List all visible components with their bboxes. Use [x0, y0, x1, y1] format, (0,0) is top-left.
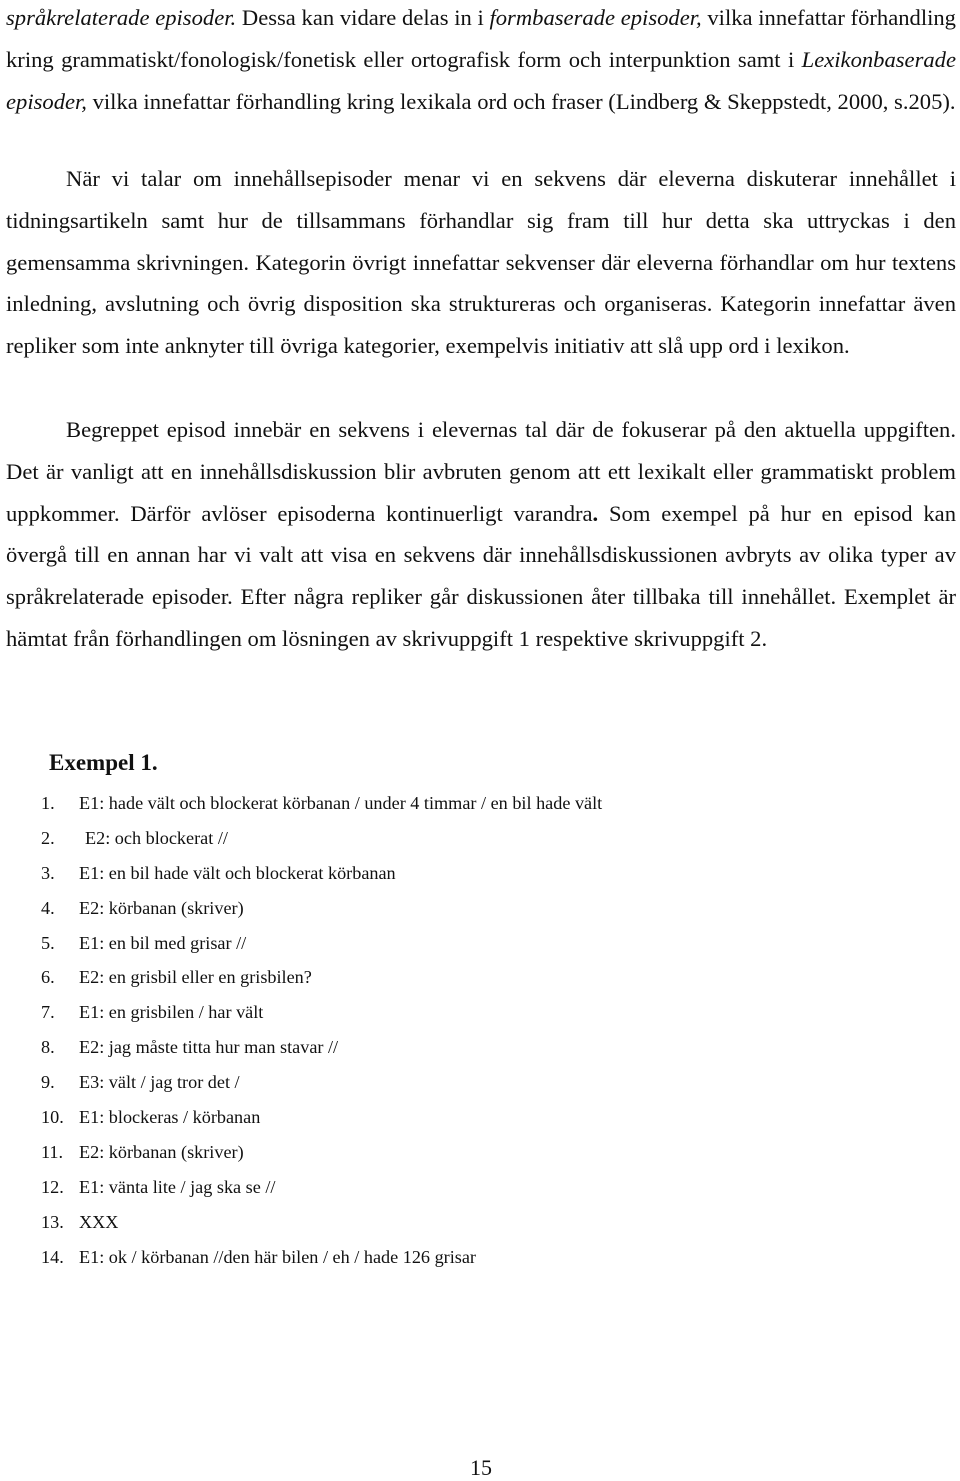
paragraph-content-episodes: När vi talar om innehållsepisoder menar vi en sekvens där eleverna diskuterar innehållet i tidningsartikeln samt hur de tillsammans förhandlar sig fram till hur detta ska uttryckas i den gemensamma skrivningen. Kategorin övrigt innefattar sekvenser där eleverna förhandlar om hur textens inledning, avslutning och övrig disposition ska struktureras och organiseras. Kategorin innefattar även repliker som inte anknyter till övriga kategorier, exempelvis initiativ att slå upp ord i lexikon.	[6, 166, 956, 359]
document-page	[6, 0, 956, 1480]
line-number: 6.	[41, 967, 55, 988]
paragraph-text: vilka innefattar förhandling kring lexikala ord och fraser (Lindberg & Skeppstedt, 2000, s.205).	[86, 88, 956, 114]
line-number: 14.	[41, 1246, 64, 1267]
line-number: 7.	[41, 1002, 55, 1023]
line-number: 10.	[41, 1107, 64, 1128]
line-text: E1: blockeras / körbanan	[79, 1107, 261, 1128]
line-number: 5.	[41, 932, 55, 953]
line-text: E2: en grisbil eller en grisbilen?	[79, 967, 312, 988]
line-number: 2.	[41, 827, 55, 848]
paragraph-text: Begreppet episod innebär en sekvens i elevernas tal där de fokuserar på den aktuella uppgiften. Det är vanligt att en innehållsdiskussion blir avbruten genom att ett lexikalt eller grammatiskt problem uppkommer. Därför avlöser episoderna kontinuerligt varandra	[6, 417, 956, 526]
line-number: 11.	[41, 1141, 64, 1162]
bold-period: .	[592, 500, 599, 526]
line-number: 4.	[41, 897, 55, 918]
line-text: E1: hade vält och blockerat körbanan / under 4 timmar / en bil hade vält	[79, 793, 603, 813]
line-text: E3: vält / jag tror det /	[79, 1072, 240, 1093]
paragraph-text: vilka innefattar förhandling kring grammatiskt/fonologisk/fonetisk eller ortografisk form och interpunktion samt i	[6, 5, 956, 72]
line-text: E2: körbanan (skriver)	[79, 897, 244, 918]
paragraph-text: Dessa kan vidare delas in i	[236, 5, 490, 30]
paragraph-episode-concept	[6, 409, 956, 660]
line-number: 8.	[41, 1037, 55, 1058]
italic-term-formbaserade: formbaserade episoder,	[489, 5, 702, 30]
italic-term-sprakrelaterade: språkrelaterade episoder.	[6, 5, 237, 30]
line-text: E2: jag måste titta hur man stavar //	[79, 1037, 339, 1058]
paragraph-episode-types	[6, 0, 956, 122]
line-text: E1: en bil hade vält och blockerat körbanan	[79, 862, 396, 883]
page-number: 15	[470, 1455, 492, 1480]
line-text: E1: ok / körbanan //den här bilen / eh / hade 126 grisar	[79, 1246, 476, 1267]
line-text: XXX	[79, 1211, 119, 1232]
example-heading: Exempel 1.	[49, 750, 158, 775]
line-number: 12.	[41, 1176, 64, 1197]
italic-term-lexikonbaserade: Lexikonbaserade episoder,	[6, 46, 956, 114]
line-text: E1: en bil med grisar //	[79, 932, 247, 953]
line-number: 13.	[41, 1211, 64, 1232]
line-text: E2: och blockerat //	[85, 827, 228, 848]
line-number: 1.	[41, 793, 55, 813]
line-number: 9.	[41, 1072, 55, 1093]
line-text: E1: vänta lite / jag ska se //	[79, 1176, 276, 1197]
line-text: E2: körbanan (skriver)	[79, 1141, 244, 1162]
line-text: E1: en grisbilen / har vält	[79, 1002, 264, 1023]
line-number: 3.	[41, 862, 55, 883]
paragraph-text: Som exempel på hur en episod kan övergå till en annan har vi valt att visa en sekvens där innehållsdiskussionen avbryts av olika typer av språkrelaterade episoder. Efter några repliker går diskussionen åter tillbaka till innehållet. Exemplet är hämtat från förhandlingen om lösningen av skrivuppgift 1 respektive skrivuppgift 2.	[6, 500, 956, 651]
